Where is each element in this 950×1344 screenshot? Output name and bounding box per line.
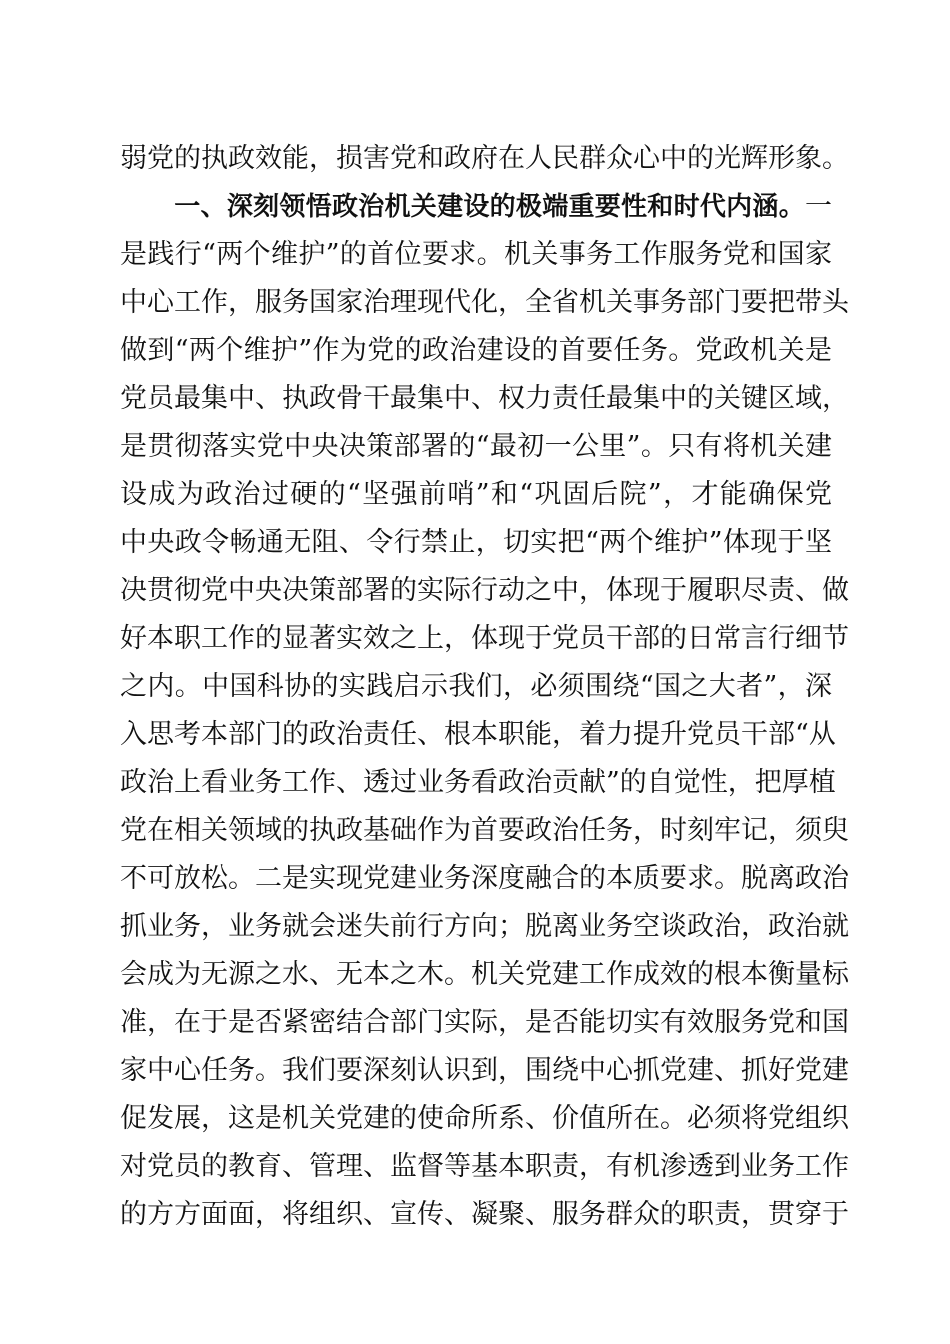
- paragraph-line: 之内。中国科协的实践启示我们，必须围绕“国之大者”，深: [120, 671, 832, 702]
- paragraph-line: 是践行“两个维护”的首位要求。机关事务工作服务党和国家: [120, 239, 832, 270]
- paragraph-line: 决贯彻党中央决策部署的实际行动之中，体现于履职尽责、做: [120, 575, 849, 606]
- section-heading: 一、深刻领悟政治机关建设的极端重要性和时代内涵。: [174, 192, 805, 222]
- paragraph-line: 党员最集中、执政骨干最集中、权力责任最集中的关键区域，: [120, 383, 849, 414]
- paragraph-line-start: 一: [805, 191, 832, 222]
- paragraph-line: 好本职工作的显著实效之上，体现于党员干部的日常言行细节: [120, 623, 849, 654]
- paragraph-line: 入思考本部门的政治责任、根本职能，着力提升党员干部“从: [120, 719, 836, 750]
- paragraph-line: 弱党的执政效能，损害党和政府在人民群众心中的光辉形象。: [120, 143, 849, 174]
- paragraph-line: 是贯彻落实党中央决策部署的“最初一公里”。只有将机关建: [120, 431, 832, 462]
- paragraph-line: 中央政令畅通无阻、令行禁止，切实把“两个维护”体现于坚: [120, 527, 832, 558]
- paragraph-line: 会成为无源之水、无本之木。机关党建工作成效的根本衡量标: [120, 959, 849, 990]
- document-body: [120, 135, 849, 1239]
- paragraph-line: 党在相关领域的执政基础作为首要政治任务，时刻牢记，须臾: [120, 815, 849, 846]
- paragraph-line: 做到“两个维护”作为党的政治建设的首要任务。党政机关是: [120, 335, 832, 366]
- paragraph-line: 的方方面面，将组织、宣传、凝聚、服务群众的职责，贯穿于: [120, 1199, 849, 1230]
- paragraph-line: 设成为政治过硬的“坚强前哨”和“巩固后院”，才能确保党: [120, 479, 832, 510]
- paragraph-line: 准，在于是否紧密结合部门实际，是否能切实有效服务党和国: [120, 1007, 849, 1038]
- paragraph-line: 政治上看业务工作、透过业务看政治贡献”的自觉性，把厚植: [120, 767, 836, 798]
- paragraph-line: 家中心任务。我们要深刻认识到，围绕中心抓党建、抓好党建: [120, 1055, 849, 1086]
- paragraph-line: 抓业务，业务就会迷失前行方向；脱离业务空谈政治，政治就: [120, 911, 849, 942]
- section-heading-line: [120, 183, 832, 231]
- paragraph-line: 促发展，这是机关党建的使命所系、价值所在。必须将党组织: [120, 1103, 849, 1134]
- paragraph-line: 对党员的教育、管理、监督等基本职责，有机渗透到业务工作: [120, 1151, 849, 1182]
- paragraph-line: 中心工作，服务国家治理现代化，全省机关事务部门要把带头: [120, 287, 849, 318]
- paragraph-line: 不可放松。二是实现党建业务深度融合的本质要求。脱离政治: [120, 863, 849, 894]
